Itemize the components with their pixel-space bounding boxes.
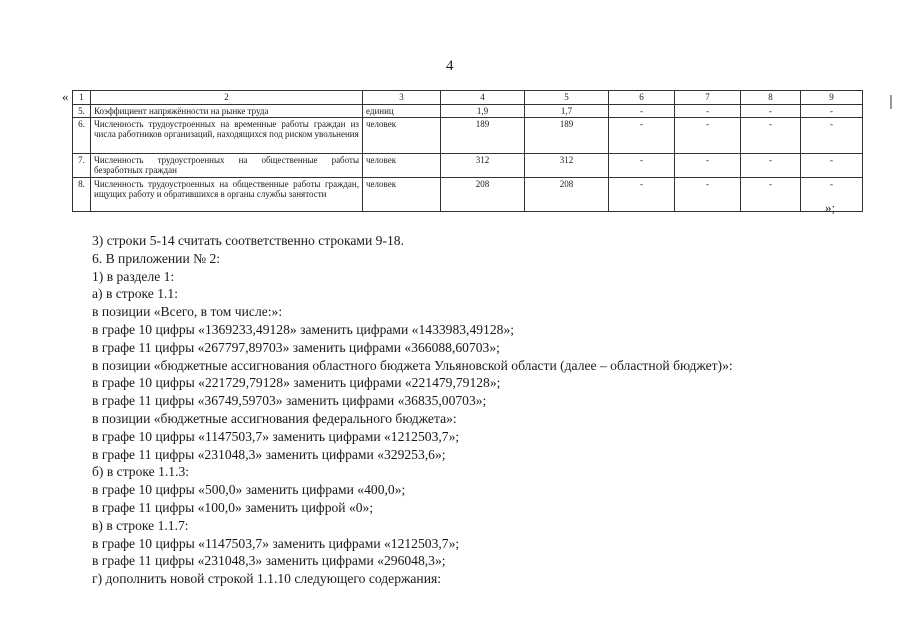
text-line: б) в строке 1.1.3:: [92, 464, 190, 480]
table-row: [73, 118, 863, 154]
header-cell: 2: [91, 91, 363, 105]
text-line: в графе 11 цифры «231048,3» заменить цифрами «296048,3»;: [92, 553, 446, 569]
text-line: в графе 10 цифры «1147503,7» заменить цифрами «1212503,7»;: [92, 535, 460, 551]
value-cell: 312: [525, 154, 609, 178]
table-row: [73, 178, 863, 212]
row-number-cell: 6.: [73, 118, 91, 154]
value-cell: -: [675, 154, 741, 178]
open-quote: «: [62, 89, 69, 104]
value-cell: 189: [525, 118, 609, 154]
value-cell: -: [675, 178, 741, 212]
table-header-row: [73, 91, 863, 105]
scan-mark: [890, 95, 892, 109]
indicator-name-cell: Численность трудоустроенных на общественные работы безработных граждан: [91, 154, 363, 178]
text-line: в графе 11 цифры «100,0» заменить цифрой «0»;: [92, 499, 374, 515]
header-cell: 8: [741, 91, 801, 105]
row-number-cell: 7.: [73, 154, 91, 178]
header-cell: 7: [675, 91, 741, 105]
header-cell: 1: [73, 91, 91, 105]
value-cell: -: [675, 118, 741, 154]
amendments-text: [92, 232, 872, 588]
value-cell: -: [609, 154, 675, 178]
text-line: а) в строке 1.1:: [92, 286, 178, 302]
indicator-name-cell: Численность трудоустроенных на общественные работы граждан, ищущих работу и обратившихся в органы службы занятости: [91, 178, 363, 212]
value-cell: -: [801, 118, 863, 154]
value-cell: 208: [441, 178, 525, 212]
table-row: [73, 105, 863, 118]
text-line: в графе 11 цифры «36749,59703» заменить цифрами «36835,00703»;: [92, 393, 487, 409]
header-cell: 5: [525, 91, 609, 105]
unit-cell: человек: [363, 178, 441, 212]
text-line: в графе 10 цифры «221729,79128» заменить цифрами «221479,79128»;: [92, 375, 501, 391]
value-cell: -: [609, 178, 675, 212]
text-line: в графе 11 цифры «267797,89703» заменить цифрами «366088,60703»;: [92, 339, 500, 355]
header-cell: 3: [363, 91, 441, 105]
text-line: 1) в разделе 1:: [92, 268, 175, 284]
value-cell: 312: [441, 154, 525, 178]
value-cell: 189: [441, 118, 525, 154]
header-cell: 4: [441, 91, 525, 105]
indicator-name-cell: Численность трудоустроенных на временные работы граждан из числа работников организаций, находящихся под риском увольнения: [91, 118, 363, 154]
unit-cell: человек: [363, 154, 441, 178]
unit-cell: единиц: [363, 105, 441, 118]
value-cell: -: [801, 178, 863, 212]
text-line: в графе 10 цифры «500,0» заменить цифрами «400,0»;: [92, 482, 406, 498]
value-cell: -: [609, 105, 675, 118]
value-cell: -: [675, 105, 741, 118]
text-line: в) в строке 1.1.7:: [92, 517, 189, 533]
text-line: в графе 11 цифры «231048,3» заменить цифрами «329253,6»;: [92, 446, 446, 462]
table-row: [73, 154, 863, 178]
text-line: 3) строки 5-14 считать соответственно строками 9-18.: [92, 233, 404, 248]
indicator-name-cell: Коэффициент напряжённости на рынке труда: [91, 105, 363, 118]
value-cell: -: [741, 118, 801, 154]
value-cell: -: [741, 154, 801, 178]
value-cell: 1,9: [441, 105, 525, 118]
text-line: в позиции «Всего, в том числе:»:: [92, 304, 283, 320]
text-line: в графе 10 цифры «1147503,7» заменить цифрами «1212503,7»;: [92, 428, 460, 444]
text-line: в позиции «бюджетные ассигнования федерального бюджета»:: [92, 410, 457, 426]
close-quote: »;: [825, 200, 836, 215]
value-cell: -: [741, 178, 801, 212]
text-line: г) дополнить новой строкой 1.1.10 следующего содержания:: [92, 571, 442, 587]
text-line: в графе 10 цифры «1369233,49128» заменить цифрами «1433983,49128»;: [92, 321, 515, 337]
indicators-table: [72, 90, 863, 212]
unit-cell: человек: [363, 118, 441, 154]
text-line: в позиции «бюджетные ассигнования областного бюджета Ульяновской области (далее – областной бюджет)»:: [92, 357, 733, 373]
header-cell: 9: [801, 91, 863, 105]
value-cell: -: [609, 118, 675, 154]
row-number-cell: 5.: [73, 105, 91, 118]
value-cell: 208: [525, 178, 609, 212]
page-number: 4: [446, 58, 454, 74]
value-cell: -: [741, 105, 801, 118]
value-cell: -: [801, 154, 863, 178]
value-cell: -: [801, 105, 863, 118]
value-cell: 1,7: [525, 105, 609, 118]
row-number-cell: 8.: [73, 178, 91, 212]
header-cell: 6: [609, 91, 675, 105]
text-line: 6. В приложении № 2:: [92, 250, 221, 266]
